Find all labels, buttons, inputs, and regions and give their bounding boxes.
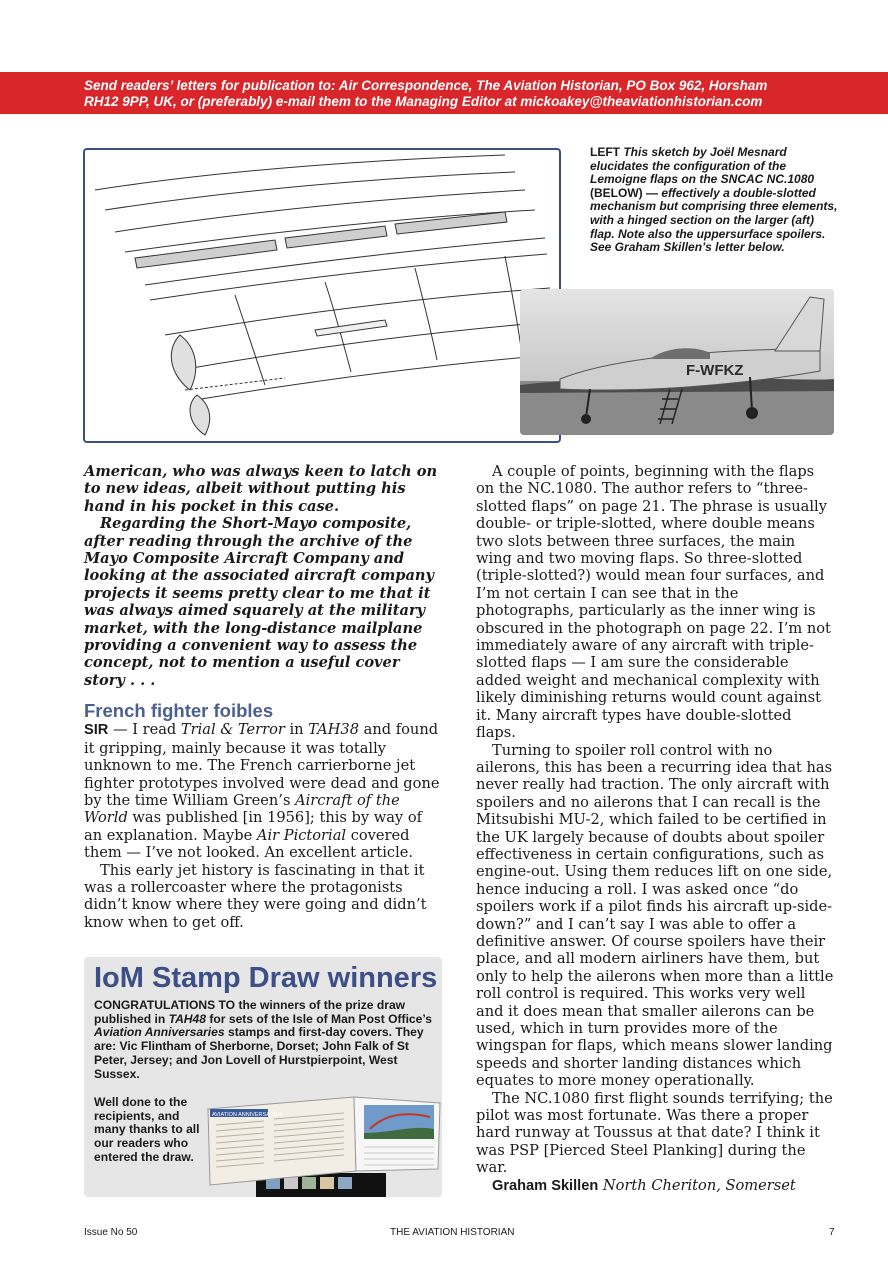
stamp-folder-image [204,1089,442,1197]
signature [476,1177,834,1195]
text-run: CONGRATULATIONS TO the winners of the prize draw published in [94,998,406,1026]
figure-caption [590,146,842,255]
article-title: Trial & Terror [180,721,285,739]
text-run: and found it gripping, mainly because it was totally unknown to me. The French carrierborne jet fighter prototypes involved were dead and gone by the time William Green’s [84,721,440,809]
flap-sketch-illustration [85,150,559,441]
stamp-draw-box [84,957,442,1197]
footer-issue: Issue No 50 [84,1227,138,1238]
folder-label: AVIATION ANNIVERSARIES [212,1112,283,1118]
stamp-draw-text [94,999,434,1081]
signature-name: Graham Skillen [492,1177,599,1194]
caption-part-1: This sketch by Joël Mesnard elucidates the configuration of the Lemoigne flaps on the SNCAC NC.1080 [590,145,815,187]
right-para-1: A couple of points, beginning with the flaps on the NC.1080. The author refers to “three-slotted flaps” on page 21. The phrase is usually double- or triple-slotted, where double means two slots between three surfaces, the main wing and two moving flaps. So three-slotted (triple-slotted?) would mean four surfaces, and I’m not certain I can see that in the photographs, particularly as the inner wing is obscured in the photograph on page 22. I’m not immediately aware of any aircraft with triple-slotted flaps — I am sure the considerable added weight and mechanical complexity with likely diminishing returns would count against it. Many aircraft types have double-slotted flaps. [476,463,831,742]
left-para-4: This early jet history is fascinating in that it was a rollercoaster where the protagonists didn’t know where they were going and didn’t know when to get off. [84,861,427,931]
sir-label: SIR [84,722,109,739]
caption-below-label: (BELOW) [590,185,643,200]
right-para-3: The NC.1080 first flight sounds terrifying; the pilot was most fortunate. Was there a proper hard runway at Toussus at that date? I think it was PSP [Pierced Steel Planking] during the war. [476,1089,833,1177]
stamp-draw-title: IoM Stamp Draw winners [94,962,438,994]
banner-line-2: RH12 9PP, UK, or (preferably) e-mail them to the Managing Editor at mickoakey@theaviationhistorian.com [84,94,763,109]
text-run: for sets of the Isle of Man Post Office’s [206,1011,433,1026]
left-para-2: Regarding the Short-Mayo composite, after reading through the archive of the Mayo Composite Aircraft Company and looking at the associated aircraft company projects it seems pretty clear to me that it was always aimed squarely at the military market, with the long-distance mailplane providing a convenient way to assess the concept, not to mention a useful cover story . . . [84,515,435,689]
left-para-3 [84,721,444,861]
footer-magazine: THE AVIATION HISTORIAN [390,1227,515,1238]
caption-part-2: — effectively a double-slotted mechanism but comprising three elements, with a hinged section on the larger (aft) flap. Note also the uppersurface spoilers. See Graham Skillen’s letter below. [590,185,838,255]
right-column [476,463,834,1195]
banner-line-1: Send readers’ letters for publication to: Air Correspondence, The Aviation Historian, PO Box 962, Horsham [84,78,768,93]
stamp-series-title: Aviation Anniversaries [94,1025,225,1040]
stamp-draw-thanks: Well done to the recipients, and many thanks to all our readers who entered the draw. [94,1095,200,1164]
nc1080-photo-image [520,289,834,435]
caption-left-label: LEFT [590,145,620,159]
flap-sketch-figure [83,148,561,443]
issue-ref: TAH48 [168,1011,206,1026]
issue-ref: TAH38 [308,721,360,739]
footer-page-number: 7 [829,1227,835,1238]
text-run: stamps and first-day covers. They are: Vic Flintham of Sherborne, Dorset; John Falk of St Peter, Jersey; and Jon Lovell of Hurstpierpoint, West Sussex. [94,1025,424,1081]
left-column [84,463,444,931]
signature-location: North Cheriton, Somerset [598,1176,796,1194]
text-run: covered them — I’ve not looked. An excellent article. [84,826,414,862]
section-heading: French fighter foibles [84,700,274,722]
photo-registration: F-WFKZ [686,362,744,379]
book-title: Aircraft of the World [84,791,400,827]
text-run: in [284,721,309,739]
magazine-title: Air Pictorial [256,826,347,844]
submission-banner [0,72,888,114]
text-run: — I read [108,721,181,739]
text-run: was published [in 1956]; this by way of an explanation. Maybe [84,809,423,844]
right-para-2: Turning to spoiler roll control with no ailerons, this has been a recurring idea that has never really had traction. The only aircraft with spoilers and no ailerons that I can recall is the Mitsubishi MU-2, which failed to be certified in the UK largely because of doubts about spoiler effectiveness in certain configurations, such as engine-out. Using them reduces lift on one side, hence inducing a roll. I was asked once “do spoilers work if a pilot finds his aircraft up-side-down?” and I can’t say I was able to offer a definitive answer. Of course spoilers have their place, and all modern airliners have them, but only to help the ailerons when more than a little roll control is required. This works very well and it does mean that smaller ailerons can be used, which in turn provides more of the wingspan for flaps, which means slower landing speeds and shorter landing distances which equates to more money operationally. [476,741,834,1090]
nc1080-photo [520,289,834,435]
left-para-1: American, who was always keen to latch on to new ideas, albeit without putting his hand in his pocket in this case. [84,463,438,515]
